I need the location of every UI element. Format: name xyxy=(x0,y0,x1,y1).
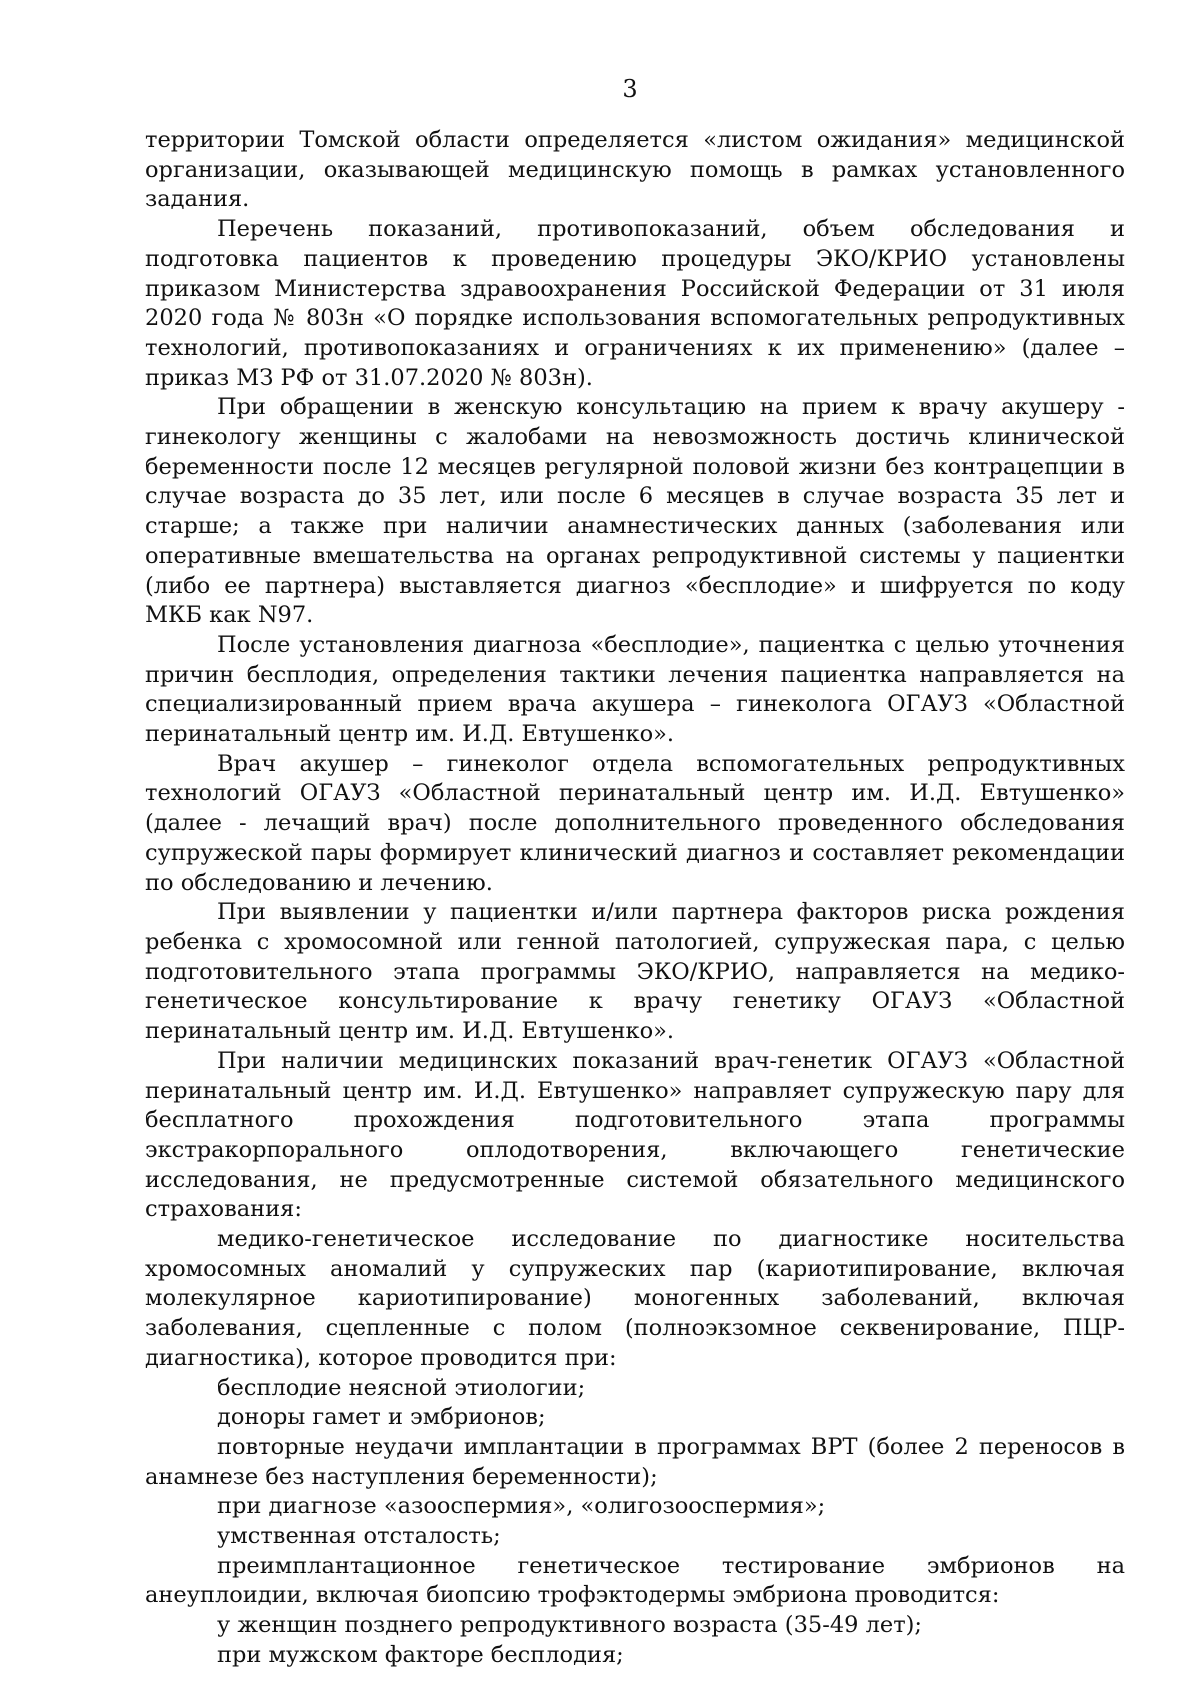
paragraph-9: преимплантационное генетическое тестирование эмбрионов на анеуплоидии, включая биопсию трофэктодермы эмбриона проводится: xyxy=(145,1552,1125,1609)
list-item-3: повторные неудачи имплантации в программах ВРТ (более 2 переносов в анамнезе без наступления беременности); xyxy=(145,1433,1125,1490)
page-number: 3 xyxy=(622,75,638,103)
paragraph-6: При выявлении у пациентки и/или партнера факторов риска рождения ребенка с хромосомной или генной патологией, супружеская пара, с целью подготовительного этапа программы ЭКО/КРИО, направляется на медико-генетическое консультирование к врачу генетику ОГАУЗ «Областной перинатальный центр им. И.Д. Евтушенко». xyxy=(145,899,1125,1045)
paragraph-7: При наличии медицинских показаний врач-генетик ОГАУЗ «Областной перинатальный центр им. И.Д. Евтушенко» направляет супружескую пару для бесплатного прохождения подготовительного этапа программы экстракорпорального оплодотворения, включающего генетические исследования, не предусмотренные системой обязательного медицинского страхования: xyxy=(145,1047,1125,1223)
list-item-1: бесплодие неясной этиологии; xyxy=(217,1374,586,1401)
paragraph-3: При обращении в женскую консультацию на прием к врачу акушеру - гинекологу женщины с жалобами на невозможность достичь клинической беременности после 12 месяцев регулярной половой жизни без контрацепции в случае возраста до 35 лет, или после 6 месяцев в случае возраста 35 лет и старше; а также при наличии анамнестических данных (заболевания или оперативные вмешательства на органах репродуктивной системы у пациентки (либо ее партнера) выставляется диагноз «бесплодие» и шифруется по коду МКБ как N97. xyxy=(145,394,1125,629)
paragraph-5: Врач акушер – гинеколог отдела вспомогательных репродуктивных технологий ОГАУЗ «Областной перинатальный центр им. И.Д. Евтушенко» (далее - лечащий врач) после дополнительного проведенного обследования супружеской пары формирует клинический диагноз и составляет рекомендации по обследованию и лечению. xyxy=(145,750,1125,896)
list-item-6: у женщин позднего репродуктивного возраста (35-49 лет); xyxy=(217,1612,923,1639)
list-item-5: умственная отсталость; xyxy=(217,1523,501,1550)
paragraph-8: медико-генетическое исследование по диагностике носительства хромосомных аномалий у супружеских пар (кариотипирование, включая молекулярное кариотипирование) моногенных заболеваний, включая заболевания, сцепленные с полом (полноэкзомное секвенирование, ПЦР-диагностика), которое проводится при: xyxy=(145,1226,1125,1371)
paragraph-4: После установления диагноза «бесплодие», пациентка с целью уточнения причин бесплодия, определения тактики лечения пациентка направляется на специализированный прием врача акушера – гинеколога ОГАУЗ «Областной перинатальный центр им. И.Д. Евтушенко». xyxy=(145,631,1125,748)
list-item-7: при мужском факторе бесплодия; xyxy=(217,1641,624,1668)
list-item-2: доноры гамет и эмбрионов; xyxy=(217,1404,546,1431)
list-item-4: при диагнозе «азооспермия», «олигозооспермия»; xyxy=(217,1493,826,1520)
paragraph-1: территории Томской области определяется «листом ожидания» медицинской организации, оказывающей медицинскую помощь в рамках установленного задания. xyxy=(145,127,1125,213)
document-body xyxy=(145,126,1125,1671)
paragraph-2: Перечень показаний, противопоказаний, объем обследования и подготовка пациентов к проведению процедуры ЭКО/КРИО установлены приказом Министерства здравоохранения Российской Федерации от 31 июля 2020 года № 803н «О порядке использования вспомогательных репродуктивных технологий, противопоказаниях и ограничениях к их применению» (далее – приказ МЗ РФ от 31.07.2020 № 803н). xyxy=(145,216,1125,391)
